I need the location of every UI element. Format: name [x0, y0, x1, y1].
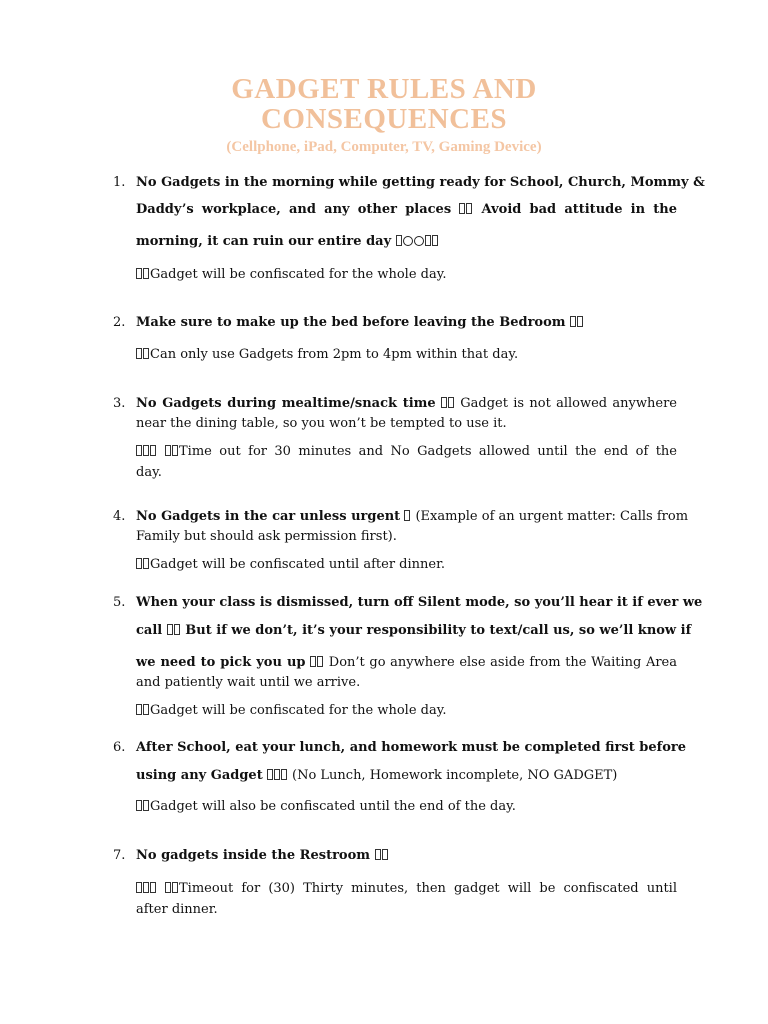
phone-icon — [167, 623, 181, 638]
toilet-icon — [375, 848, 389, 863]
emoji-placeholder-icon — [136, 799, 150, 814]
rule-consequence: Gadget will also be confiscated until the end of the day. — [136, 799, 677, 815]
title-line-2: CONSEQUENCES — [260, 103, 508, 135]
rule-text-line: we need to pick you up Don’t go anywhere else aside from the Waiting Area — [136, 655, 678, 670]
rule-text-line: Family but should ask permission first). — [136, 529, 397, 544]
rule-consequence: day. — [136, 465, 162, 480]
bed-icon — [570, 315, 584, 330]
page-subtitle: (Cellphone, iPad, Computer, TV, Gaming Device) — [226, 139, 542, 155]
rule-consequence: Gadget will be confiscated for the whole day. — [136, 267, 677, 283]
rule-text-line: No gadgets inside the Restroom — [136, 848, 677, 864]
rule-number: 2. — [113, 315, 126, 330]
rule-consequence: Can only use Gadgets from 2pm to 4pm within that day. — [136, 347, 677, 363]
rule-text-line: using any Gadget (No Lunch, Homework incomplete, NO GADGET) — [136, 768, 618, 783]
emoji-placeholder-icon — [136, 881, 179, 896]
rule-text-line: After School, eat your lunch, and homework must be completed first before — [136, 740, 686, 755]
rule-text-line: Make sure to make up the bed before leaving the Bedroom — [136, 315, 677, 331]
title-line-1: GADGET RULES AND — [231, 73, 537, 105]
emoji-placeholder-icon — [136, 444, 179, 459]
emoji-placeholder-icon — [267, 768, 288, 783]
emoji-placeholder-icon — [136, 267, 150, 282]
rule-number: 5. — [113, 595, 126, 610]
rule-consequence: Gadget will be confiscated for the whole day. — [136, 703, 677, 719]
rule-number: 1. — [113, 175, 126, 190]
emoji-placeholder-icon — [310, 655, 324, 670]
rule-consequence: Time out for 30 minutes and No Gadgets allowed until the end of the — [136, 444, 677, 460]
rule-text-line: and patiently wait until we arrive. — [136, 675, 361, 690]
rule-number: 4. — [113, 509, 126, 524]
emoji-placeholder-icon — [441, 396, 455, 411]
rule-number: 7. — [113, 848, 126, 863]
rule-text-line: near the dining table, so you won’t be tempted to use it. — [136, 416, 507, 431]
emoji-placeholder-icon — [136, 557, 150, 572]
rule-text-line: No Gadgets in the car unless urgent (Example of an urgent matter: Calls from — [136, 509, 689, 524]
emoji-placeholder-icon — [136, 347, 150, 362]
rule-text-line: call But if we don’t, it’s your responsibility to text/call us, so we’ll know if — [136, 623, 692, 638]
rule-text-line: No Gadgets in the morning while getting ready for School, Church, Mommy & — [136, 175, 705, 190]
emoji-placeholder-icon — [136, 703, 150, 718]
rule-text-line: No Gadgets during mealtime/snack time Gadget is not allowed anywhere — [136, 396, 677, 411]
rule-number: 6. — [113, 740, 126, 755]
rule-consequence: Timeout for (30) Thirty minutes, then gadget will be confiscated until — [136, 881, 677, 897]
emoji-placeholder-icon — [459, 202, 473, 217]
rule-text-line: When your class is dismissed, turn off Silent mode, so you’ll hear it if ever we — [136, 595, 703, 610]
rule-number: 3. — [113, 396, 126, 411]
rule-consequence: after dinner. — [136, 902, 218, 917]
rule-consequence: Gadget will be confiscated until after dinner. — [136, 557, 677, 573]
rule-text-line: Daddy’s workplace, and any other places Avoid bad attitude in the — [136, 202, 677, 217]
car-icon — [404, 509, 411, 524]
rule-text-line: morning, it can ruin our entire day — [136, 234, 677, 250]
emoji-faces-icon — [396, 234, 439, 249]
